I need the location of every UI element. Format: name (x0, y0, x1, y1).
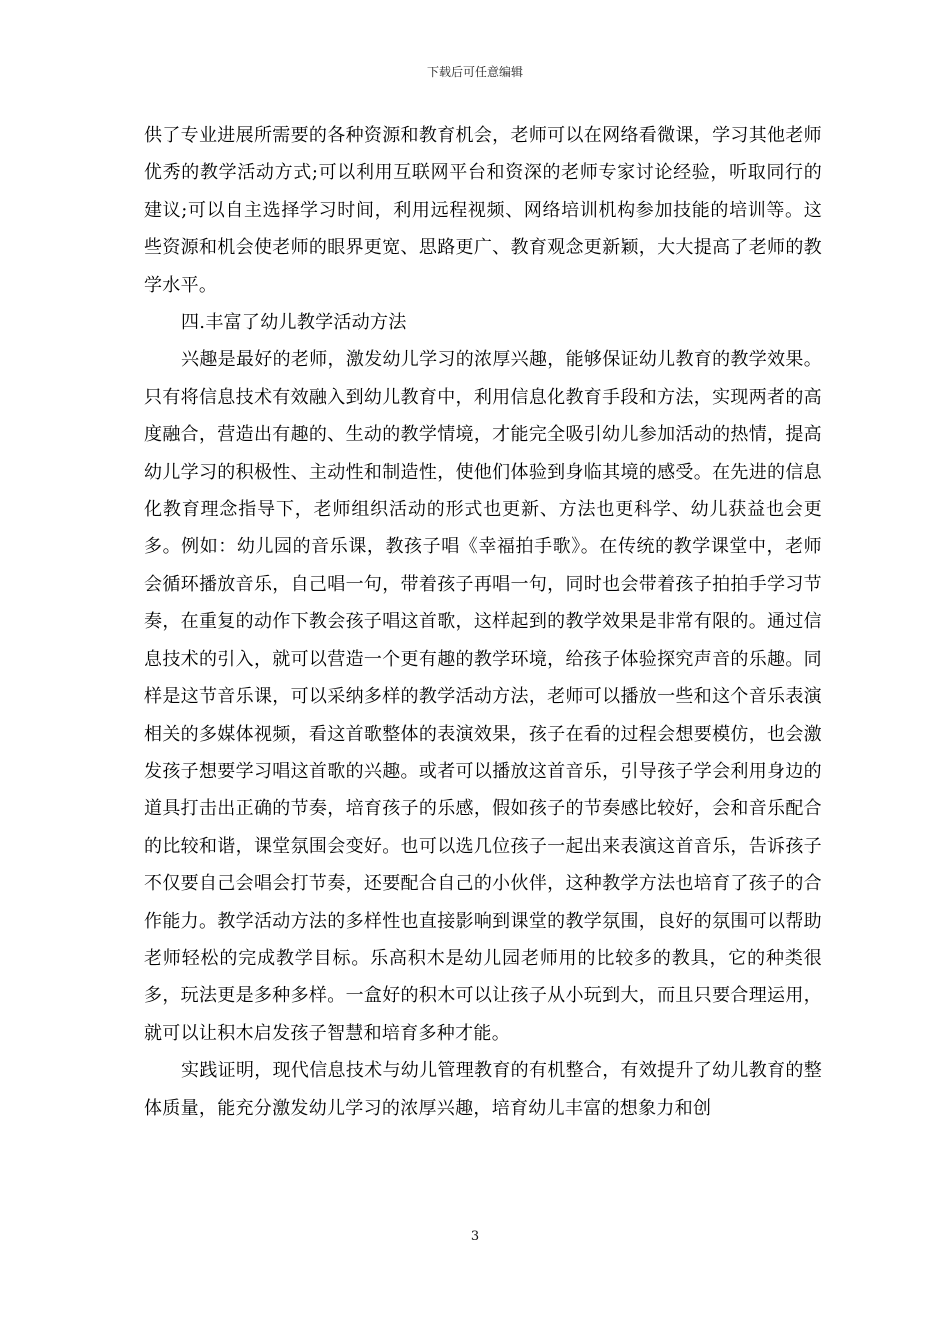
paragraph-main: 兴趣是最好的老师，激发幼儿学习的浓厚兴趣，能够保证幼儿教育的教学效果。只有将信息技术有效融入到幼儿教育中，利用信息化教育手段和方法，实现两者的高度融合，营造出有趣的、生动的教学情境，才能完全吸引幼儿参加活动的热情，提高幼儿学习的积极性、主动性和制造性，使他们体验到身临其境的感受。在先进的信息化教育理念指导下，老师组织活动的形式也更新、方法也更科学、幼儿获益也会更多。例如：幼儿园的音乐课，教孩子唱《幸福拍手歌》。在传统的教学课堂中，老师会循环播放音乐，自己唱一句，带着孩子再唱一句，同时也会带着孩子拍拍手学习节奏，在重复的动作下教会孩子唱这首歌，这样起到的教学效果是非常有限的。通过信息技术的引入，就可以营造一个更有趣的教学环境，给孩子体验探究声音的乐趣。同样是这节音乐课，可以采纳多样的教学活动方法，老师可以播放一些和这个音乐表演相关的多媒体视频，看这首歌整体的表演效果，孩子在看的过程会想要模仿，也会激发孩子想要学习唱这首歌的兴趣。或者可以播放这首音乐，引导孩子学会利用身边的道具打击出正确的节奏，培育孩子的乐感，假如孩子的节奏感比较好，会和音乐配合的比较和谐，课堂氛围会变好。也可以选几位孩子一起出来表演这首音乐，告诉孩子不仅要自己会唱会打节奏，还要配合自己的小伙伴，这种教学方法也培育了孩子的合作能力。教学活动方法的多样性也直接影响到课堂的教学氛围，良好的氛围可以帮助老师轻松的完成教学目标。乐高积木是幼儿园老师用的比较多的教具，它的种类很多，玩法更是多种多样。一盒好的积木可以让孩子从小玩到大，而且只要合理运用，就可以让积木启发孩子智慧和培育多种才能。 (144, 349, 822, 1044)
paragraph-continuation: 供了专业进展所需要的各种资源和教育机会，老师可以在网络看微课，学习其他老师优秀的教学活动方式;可以利用互联网平台和资深的老师专家讨论经验，听取同行的建议;可以自主选择学习时间，利用远程视频、网络培训机构参加技能的培训等。这些资源和机会使老师的眼界更宽、思路更广、教育观念更新颖，大大提高了老师的教学水平。 (144, 125, 822, 296)
page-number: 3 (470, 1229, 480, 1244)
page-header: 下载后可任意编辑 (426, 65, 523, 79)
document-body (144, 117, 822, 1127)
section-heading: 四.丰富了幼儿教学活动方法 (181, 312, 407, 334)
paragraph-conclusion: 实践证明，现代信息技术与幼儿管理教育的有机整合，有效提升了幼儿教育的整体质量，能充分激发幼儿学习的浓厚兴趣，培育幼儿丰富的想象力和创 (144, 1060, 822, 1119)
